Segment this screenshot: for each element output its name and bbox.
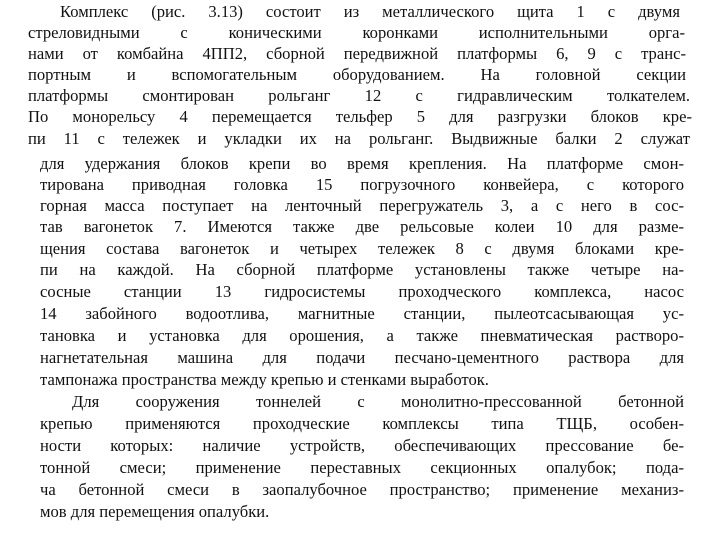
text-line-4: портным и вспомогательным оборудованием. На головной секции	[28, 65, 686, 84]
text-line-21: ности которых: наличие устройств, обеспечивающих прессование бе-	[40, 436, 684, 455]
text-line-9: тирована приводная головка 15 погрузочного конвейера, с которого	[40, 175, 684, 194]
text-line-23: ча бетонной смеси в заопалубочное пространство; применение механиз-	[40, 480, 684, 499]
text-line-12: щения состава вагонеток и четырех тележек 8 с двумя блоками кре-	[40, 239, 684, 258]
text-line-24: мов для перемещения опалубки.	[40, 502, 270, 521]
text-line-13: пи на каждой. На сборной платформе установлены также четыре на-	[40, 260, 684, 279]
text-line-14: сосные станции 13 гидросистемы проходческого комплекса, насос	[40, 282, 684, 301]
text-line-17: нагнетательная машина для подачи песчано-цементного раствора для	[40, 348, 684, 367]
text-line-3: нами от комбайна 4ПП2, сборной передвижной платформы 6, 9 с транс-	[28, 44, 686, 63]
text-line-5: платформы смонтирован рольганг 12 с гидравлическим толкателем.	[28, 86, 690, 105]
text-line-2: стреловидными с коническими коронками исполнительными орга-	[28, 23, 685, 42]
text-line-10: горная масса поступает на ленточный перегружатель 3, а с него в сос-	[40, 196, 684, 215]
text-line-18: тампонажа пространства между крепью и стенками выработок.	[40, 370, 489, 389]
text-line-22: тонной смеси; применение переставных секционных опалубок; пода-	[40, 458, 684, 477]
text-line-11: тав вагонеток 7. Имеются также две рельсовые колеи 10 для разме-	[40, 217, 684, 236]
text-line-19: Для сооружения тоннелей с монолитно-прессованной бетонной	[72, 392, 684, 411]
text-line-16: тановка и установка для орошения, а также пневматическая растворо-	[40, 326, 684, 345]
text-line-20: крепью применяются проходческие комплексы типа ТЩБ, особен-	[40, 414, 684, 433]
text-line-15: 14 забойного водоотлива, магнитные станции, пылеотсасывающая ус-	[40, 304, 684, 323]
text-line-7: пи 11 с тележек и укладки их на рольганг. Выдвижные балки 2 служат	[28, 129, 690, 148]
text-line-1: Комплекс (рис. 3.13) состоит из металлического щита 1 с двумя	[60, 2, 680, 21]
text-line-6: По монорельсу 4 перемещается тельфер 5 для разгрузки блоков кре-	[28, 107, 692, 126]
text-line-8: для удержания блоков крепи во время крепления. На платформе смон-	[40, 154, 684, 173]
